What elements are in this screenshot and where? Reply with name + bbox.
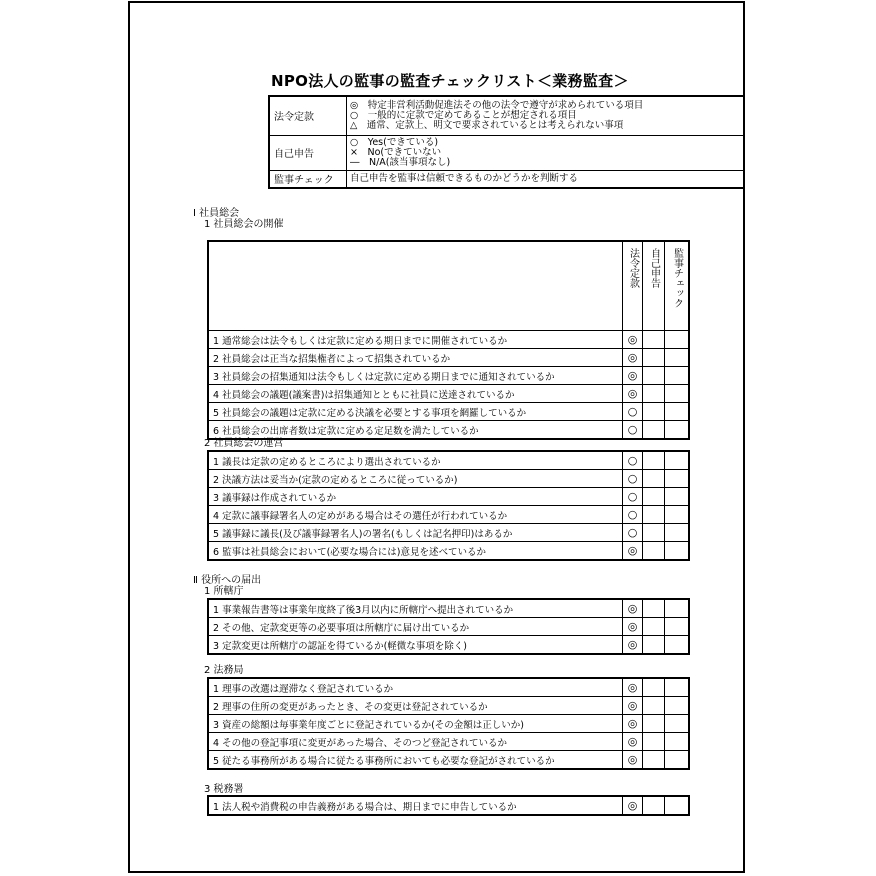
question-cell: 4 社員総会の議題(議案書)は招集通知とともに社員に送達されているか <box>208 385 623 403</box>
hourei-mark-cell: ○ <box>623 470 643 488</box>
auditor-check-cell[interactable] <box>665 506 690 524</box>
hourei-mark-cell: ○ <box>623 506 643 524</box>
auditor-check-cell[interactable] <box>665 542 690 561</box>
question-cell: 2 決議方法は妥当か(定款の定めるところに従っているか) <box>208 470 623 488</box>
question-cell: 2 理事の住所の変更があったとき、その変更は登記されているか <box>208 697 623 715</box>
question-cell: 6 監事は社員総会において(必要な場合には)意見を述べているか <box>208 542 623 561</box>
self-report-cell[interactable] <box>643 618 665 636</box>
hourei-mark-cell: ◎ <box>623 542 643 561</box>
auditor-check-cell[interactable] <box>665 599 690 618</box>
self-report-cell[interactable] <box>643 796 665 815</box>
self-report-cell[interactable] <box>643 421 665 440</box>
document-page <box>128 1 745 873</box>
header-kanji <box>665 241 690 331</box>
self-report-cell[interactable] <box>643 331 665 349</box>
header-label: 自己申告 <box>648 248 660 288</box>
hourei-mark-cell: ◎ <box>623 367 643 385</box>
self-report-cell[interactable] <box>643 451 665 470</box>
self-report-cell[interactable] <box>643 751 665 770</box>
self-report-cell[interactable] <box>643 697 665 715</box>
self-report-cell[interactable] <box>643 367 665 385</box>
header-label: 法令定款 <box>627 248 639 288</box>
hourei-mark-cell: ○ <box>623 451 643 470</box>
subsection-title: 2 法務局 <box>204 665 244 676</box>
self-report-cell[interactable] <box>643 506 665 524</box>
table-row <box>208 618 689 636</box>
header-label: 監事チェック <box>671 248 683 308</box>
legend-line: ◎ 特定非営利活動促進法その他の法令で遵守が求められている項目 <box>350 99 644 111</box>
self-report-cell[interactable] <box>643 599 665 618</box>
table-row <box>208 506 689 524</box>
subsection-title: 3 税務署 <box>204 784 244 795</box>
auditor-check-cell[interactable] <box>665 331 690 349</box>
table-row <box>208 636 689 655</box>
question-cell: 6 社員総会の出席者数は定款に定める定足数を満たしているか <box>208 421 623 440</box>
checklist-table-zeimu <box>207 795 690 816</box>
question-cell: 1 事業報告書等は事業年度終了後3月以内に所轄庁へ提出されているか <box>208 599 623 618</box>
table-row <box>208 715 689 733</box>
table-row <box>208 331 689 349</box>
table-row <box>208 697 689 715</box>
table-row <box>208 488 689 506</box>
legend-key: 自己申告 <box>269 135 347 170</box>
legend-value: 自己申告を監事は信頼できるものかどうかを判断する <box>347 170 745 188</box>
checklist-table-kaisai <box>207 240 690 440</box>
hourei-mark-cell: ◎ <box>623 715 643 733</box>
hourei-mark-cell: ◎ <box>623 678 643 697</box>
checklist-table-unei <box>207 450 690 561</box>
question-cell: 1 通常総会は法令もしくは定款に定める期日までに開催されているか <box>208 331 623 349</box>
legend-key: 監事チェック <box>269 170 347 188</box>
auditor-check-cell[interactable] <box>665 524 690 542</box>
self-report-cell[interactable] <box>643 636 665 655</box>
subsection-title: 2 社員総会の運営 <box>204 438 284 449</box>
question-cell: 3 定款変更は所轄庁の認証を得ているか(軽微な事項を除く) <box>208 636 623 655</box>
header-blank <box>208 241 623 331</box>
document-title: NPO法人の監事の監査チェックリスト＜業務監査＞ <box>271 72 629 90</box>
table-row <box>208 349 689 367</box>
question-cell: 5 従たる事務所がある場合に従たる事務所においても必要な登記がされているか <box>208 751 623 770</box>
table-row <box>208 796 689 815</box>
hourei-mark-cell: ◎ <box>623 331 643 349</box>
auditor-check-cell[interactable] <box>665 751 690 770</box>
table-row <box>208 733 689 751</box>
question-cell: 3 資産の総額は毎事業年度ごとに登記されているか(その金額は正しいか) <box>208 715 623 733</box>
hourei-mark-cell: ○ <box>623 524 643 542</box>
question-cell: 1 法人税や消費税の申告義務がある場合は、期日までに申告しているか <box>208 796 623 815</box>
hourei-mark-cell: ○ <box>623 488 643 506</box>
hourei-mark-cell: ◎ <box>623 599 643 618</box>
hourei-mark-cell: ◎ <box>623 636 643 655</box>
auditor-check-cell[interactable] <box>665 470 690 488</box>
question-cell: 4 定款に議事録署名人の定めがある場合はその選任が行われているか <box>208 506 623 524</box>
table-row <box>208 751 689 770</box>
table-row <box>208 524 689 542</box>
self-report-cell[interactable] <box>643 524 665 542</box>
self-report-cell[interactable] <box>643 385 665 403</box>
self-report-cell[interactable] <box>643 733 665 751</box>
auditor-check-cell[interactable] <box>665 451 690 470</box>
table-row <box>208 470 689 488</box>
header-jiko <box>643 241 665 331</box>
auditor-check-cell[interactable] <box>665 636 690 655</box>
self-report-cell[interactable] <box>643 349 665 367</box>
self-report-cell[interactable] <box>643 470 665 488</box>
auditor-check-cell[interactable] <box>665 697 690 715</box>
table-row <box>208 385 689 403</box>
hourei-mark-cell: ○ <box>623 403 643 421</box>
checklist-table-homu <box>207 677 690 770</box>
subsection-title: 1 所轄庁 <box>204 586 244 597</box>
table-row <box>208 678 689 697</box>
question-cell: 3 社員総会の招集通知は法令もしくは定款に定める期日までに通知されているか <box>208 367 623 385</box>
legend-line: ― N/A(該当事項なし) <box>350 156 451 168</box>
auditor-check-cell[interactable] <box>665 796 690 815</box>
hourei-mark-cell: ◎ <box>623 349 643 367</box>
section-title: Ⅱ 役所への届出 <box>193 575 262 586</box>
self-report-cell[interactable] <box>643 715 665 733</box>
self-report-cell[interactable] <box>643 488 665 506</box>
auditor-check-cell[interactable] <box>665 488 690 506</box>
subsection-title: 1 社員総会の開催 <box>204 219 284 230</box>
self-report-cell[interactable] <box>643 542 665 561</box>
table-row <box>208 403 689 421</box>
table-row <box>208 421 689 440</box>
header-hourei <box>623 241 643 331</box>
legend-value <box>347 96 745 135</box>
legend-table <box>268 95 745 189</box>
legend-key: 法令定款 <box>269 96 347 135</box>
self-report-cell[interactable] <box>643 678 665 697</box>
auditor-check-cell[interactable] <box>665 678 690 697</box>
question-cell: 3 議事録は作成されているか <box>208 488 623 506</box>
auditor-check-cell[interactable] <box>665 349 690 367</box>
table-row <box>208 542 689 561</box>
question-cell: 2 その他、定款変更等の必要事項は所轄庁に届け出ているか <box>208 618 623 636</box>
auditor-check-cell[interactable] <box>665 403 690 421</box>
auditor-check-cell[interactable] <box>665 385 690 403</box>
hourei-mark-cell: ◎ <box>623 796 643 815</box>
checklist-table-shokatsu <box>207 598 690 655</box>
question-cell: 1 理事の改選は遅滞なく登記されているか <box>208 678 623 697</box>
self-report-cell[interactable] <box>643 403 665 421</box>
table-row <box>208 451 689 470</box>
legend-line: ○ Yes(できている) <box>350 136 439 148</box>
question-cell: 1 議長は定款の定めるところにより選出されているか <box>208 451 623 470</box>
question-cell: 5 議事録に議長(及び議事録署名人)の署名(もしくは記名押印)はあるか <box>208 524 623 542</box>
legend-value <box>347 135 745 170</box>
table-row <box>208 367 689 385</box>
auditor-check-cell[interactable] <box>665 421 690 440</box>
hourei-mark-cell: ◎ <box>623 618 643 636</box>
auditor-check-cell[interactable] <box>665 733 690 751</box>
auditor-check-cell[interactable] <box>665 618 690 636</box>
hourei-mark-cell: ◎ <box>623 733 643 751</box>
section-title: Ⅰ 社員総会 <box>193 208 240 219</box>
question-cell: 5 社員総会の議題は定款に定める決議を必要とする事項を網羅しているか <box>208 403 623 421</box>
hourei-mark-cell: ◎ <box>623 697 643 715</box>
question-cell: 4 その他の登記事項に変更があった場合、そのつど登記されているか <box>208 733 623 751</box>
hourei-mark-cell: ○ <box>623 421 643 440</box>
hourei-mark-cell: ◎ <box>623 385 643 403</box>
legend-line: × No(できていない <box>350 146 442 158</box>
table-row <box>208 599 689 618</box>
hourei-mark-cell: ◎ <box>623 751 643 770</box>
auditor-check-cell[interactable] <box>665 367 690 385</box>
legend-line: ○ 一般的に定款で定めてあることが想定される項目 <box>350 109 577 121</box>
question-cell: 2 社員総会は正当な招集権者によって招集されているか <box>208 349 623 367</box>
auditor-check-cell[interactable] <box>665 715 690 733</box>
legend-line: △ 通常、定款上、明文で要求されているとは考えられない事項 <box>350 119 624 131</box>
